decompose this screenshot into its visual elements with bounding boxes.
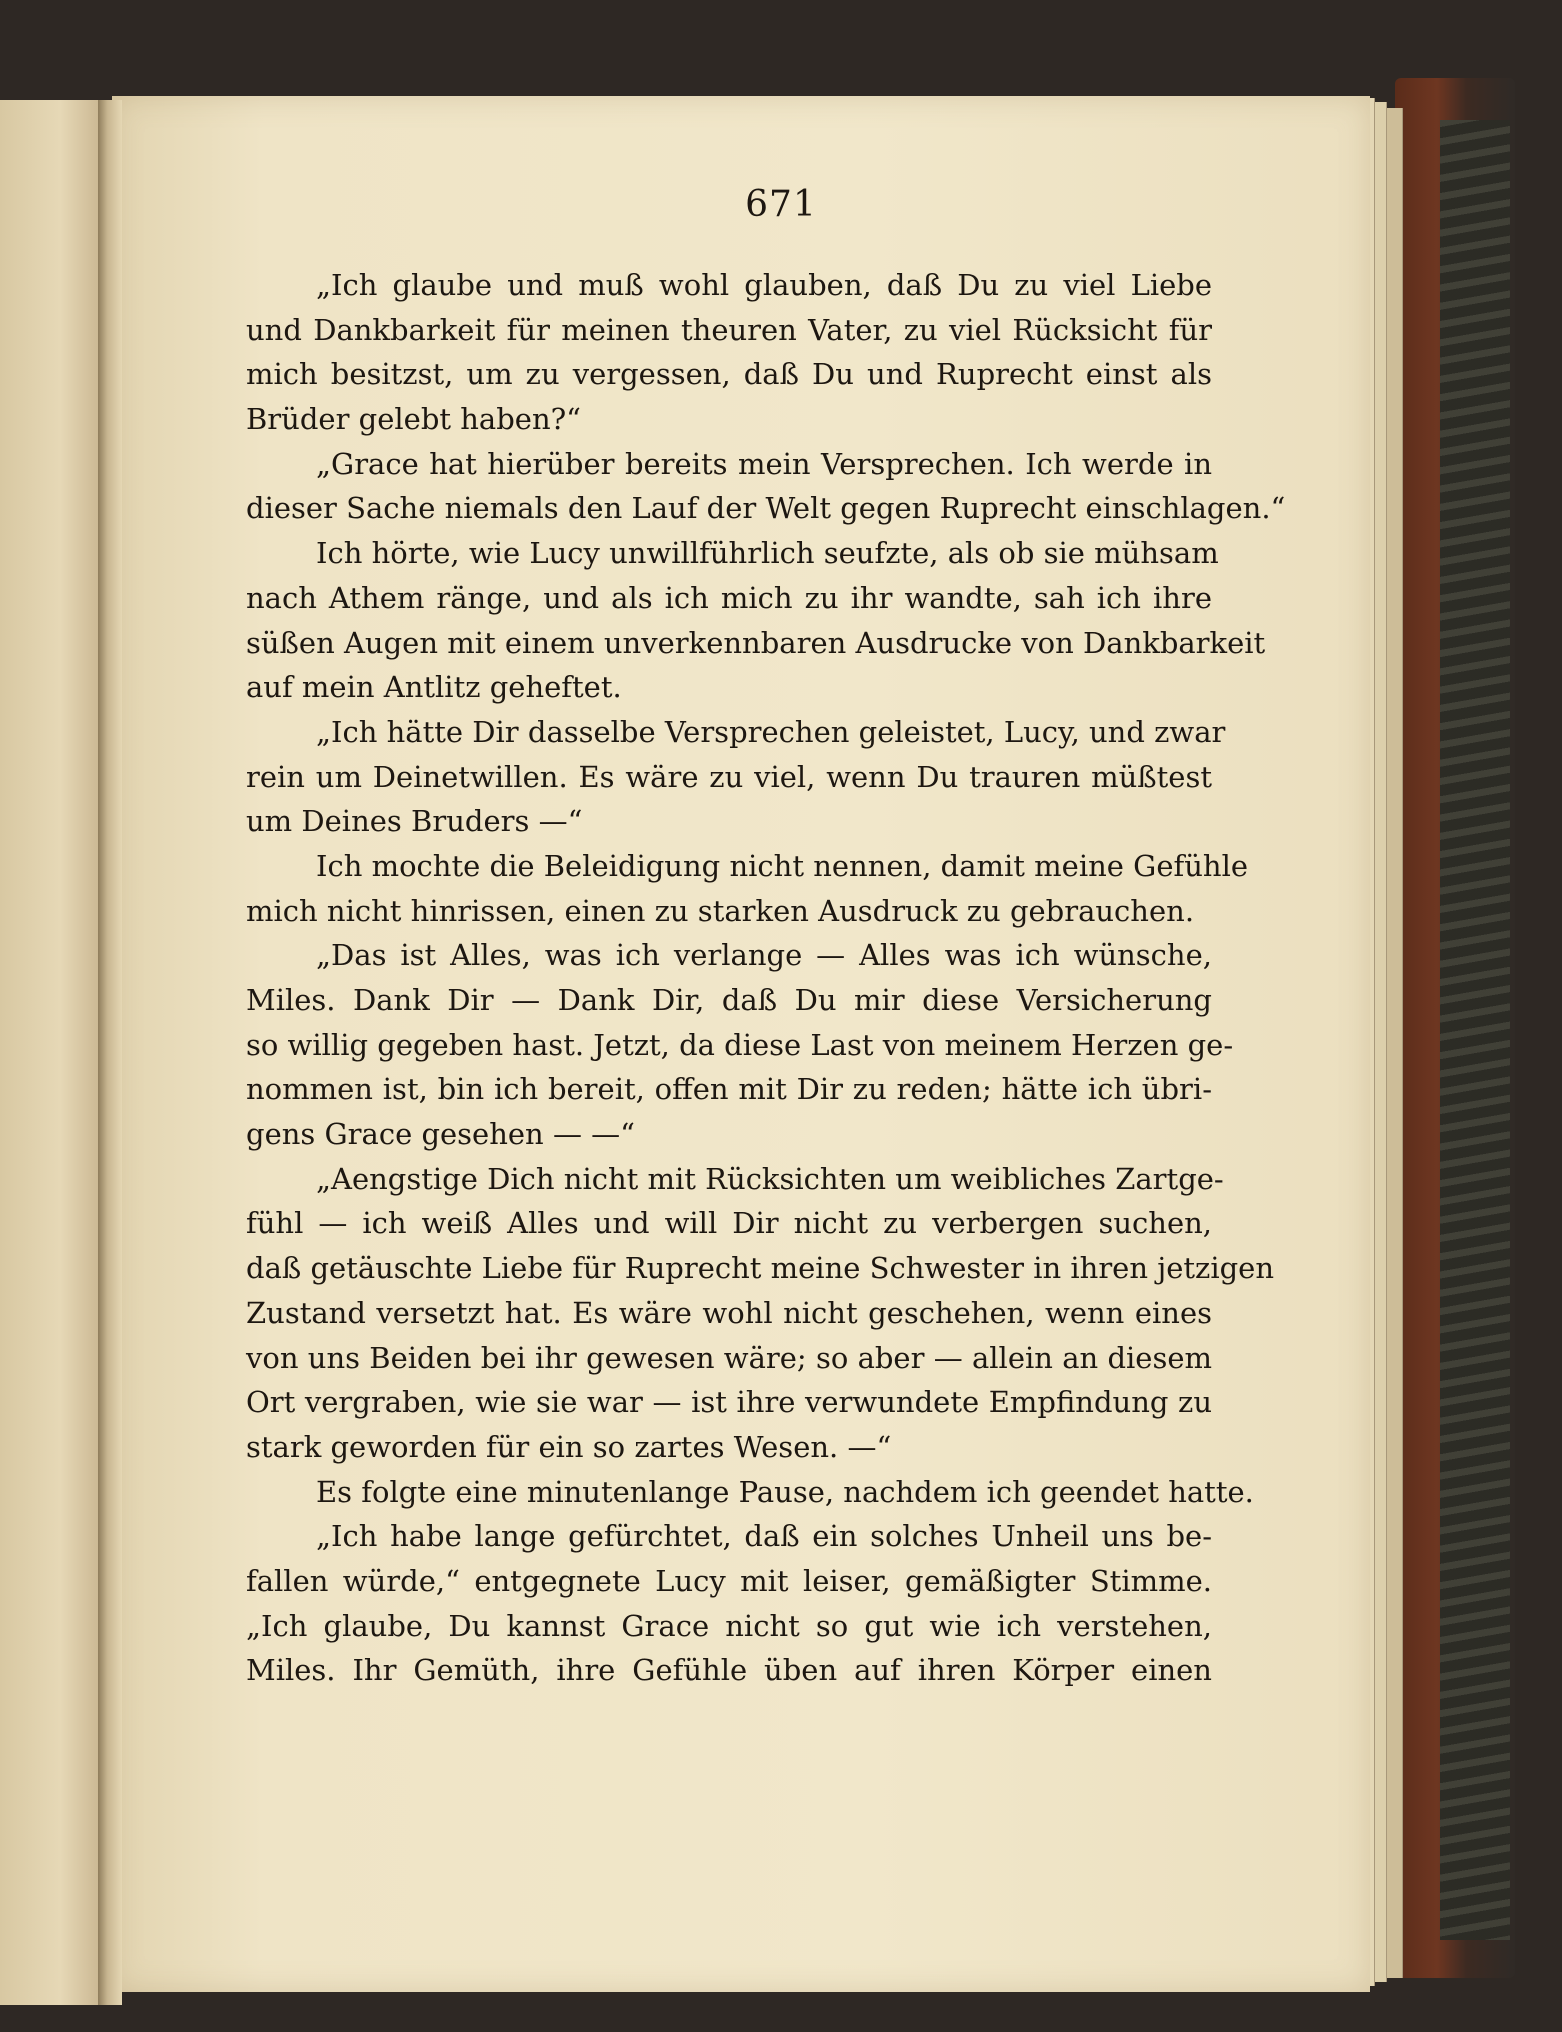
text-line: mich besitzst, um zu vergessen, daß Du und Ruprecht einst als [246, 357, 1212, 392]
body-text [246, 268, 1286, 1698]
text-line: gens Grace gesehen — —“ [246, 1117, 635, 1152]
text-line: Miles. Dank Dir — Dank Dir, daß Du mir diese Versicherung [246, 983, 1212, 1017]
text-line: so willig gegeben hast. Jetzt, da diese Last von meinem Herzen ge- [246, 1027, 1234, 1062]
page-number: 671 [745, 184, 817, 225]
text-line: Es folgte eine minutenlange Pause, nachdem ich geendet hatte. [316, 1474, 1254, 1509]
text-line: Miles. Ihr Gemüth, ihre Gefühle üben auf ihren Körper einen [246, 1653, 1212, 1688]
text-line: „Das ist Alles, was ich verlange — Alles was ich wünsche, [316, 938, 1212, 973]
text-line: nommen ist, bin ich bereit, offen mit Dir zu reden; hätte ich übri- [246, 1072, 1212, 1107]
text-line: rein um Deinetwillen. Es wäre zu viel, wenn Du trauren müßtest [246, 759, 1212, 794]
text-line: Zustand versetzt hat. Es wäre wohl nicht geschehen, wenn eines [246, 1295, 1212, 1330]
marbled-cover-edge [1440, 120, 1510, 1940]
text-line: Ich mochte die Beleidigung nicht nennen, damit meine Gefühle [316, 848, 1249, 883]
text-line: Brüder gelebt haben?“ [246, 402, 582, 437]
text-line: „Aengstige Dich nicht mit Rücksichten um weibliches Zartge- [316, 1161, 1224, 1196]
text-line: fühl — ich weiß Alles und will Dir nicht zu verbergen suchen, [246, 1206, 1212, 1241]
text-line: „Ich hätte Dir dasselbe Versprechen geleistet, Lucy, und zwar [316, 714, 1226, 749]
text-line: um Deines Bruders —“ [246, 804, 583, 839]
text-line: stark geworden für ein so zartes Wesen. —“ [246, 1429, 892, 1464]
text-line: „Ich glaube, Du kannst Grace nicht so gut wie ich verstehen, [246, 1608, 1212, 1643]
text-line: „Ich habe lange gefürchtet, daß ein solches Unheil uns be- [316, 1519, 1212, 1554]
text-line: nach Athem ränge, und als ich mich zu ihr wandte, sah ich ihre [246, 580, 1212, 615]
text-line: mich nicht hinrissen, einen zu starken Ausdruck zu gebrauchen. [246, 893, 1195, 928]
text-line: und Dankbarkeit für meinen theuren Vater, zu viel Rücksicht für [246, 312, 1212, 347]
text-line: auf mein Antlitz geheftet. [246, 670, 622, 705]
text-line: „Ich glaube und muß wohl glauben, daß Du zu viel Liebe [316, 268, 1212, 302]
text-line: „Grace hat hierüber bereits mein Versprechen. Ich werde in [316, 446, 1212, 481]
text-line: daß getäuschte Liebe für Ruprecht meine Schwester in ihren jetzigen [246, 1251, 1274, 1286]
text-line: dieser Sache niemals den Lauf der Welt gegen Ruprecht einschlagen.“ [246, 491, 1286, 526]
book-gutter [98, 100, 122, 2005]
text-line: Ort vergraben, wie sie war — ist ihre verwundete Empfindung zu [246, 1385, 1212, 1420]
text-line: süßen Augen mit einem unverkennbaren Ausdrucke von Dankbarkeit [246, 625, 1266, 660]
left-page-edge [0, 100, 100, 2005]
text-line: fallen würde,“ entgegnete Lucy mit leiser, gemäßigter Stimme. [246, 1563, 1212, 1598]
text-line: Ich hörte, wie Lucy unwillführlich seufzte, als ob sie mühsam [316, 536, 1219, 571]
text-line: von uns Beiden bei ihr gewesen wäre; so aber — allein an diesem [246, 1340, 1212, 1375]
